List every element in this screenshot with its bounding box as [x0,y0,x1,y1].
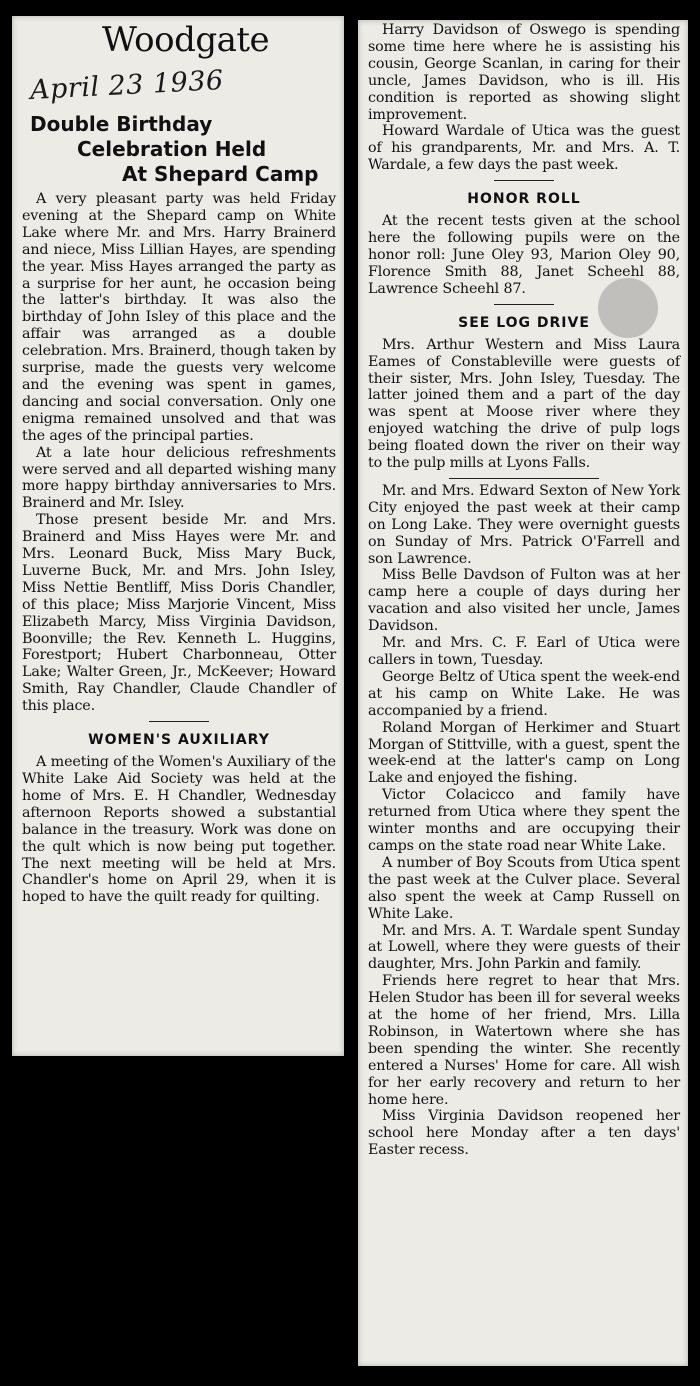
article-paragraph: Mr. and Mrs. C. F. Earl of Utica were callers in town, Tuesday. [368,635,680,668]
left-clipping [12,16,344,1056]
article-paragraph: Mr. and Mrs. Edward Sexton of New York City enjoyed the past week at their camp on Long Lake. They were overnight guests on Sunday of Mrs. Patrick O'Farrell and son Lawrence. [368,482,680,567]
article-paragraph: George Beltz of Utica spent the week-end at his camp on White Lake. He was accompanied by a friend. [368,668,680,719]
section-title-honor-roll: HONOR ROLL [467,191,581,208]
headline-line-2: Celebration Held [77,137,267,161]
article-paragraph: At the recent tests given at the school here the following pupils were on the honor roll: June Oley 93, Marion Oley 90, Florence Smith 88, Janet Scheehl 88, Lawrence Scheehl 87. [368,213,680,297]
article-paragraph: Howard Wardale of Utica was the guest of his grandparents, Mr. and Mrs. A. T. Wardale, a few days the past week. [368,123,680,174]
article-paragraph: Miss Belle Davdson of Fulton was at her camp here a couple of days during her vacation and also visited her uncle, James Davidson. [368,567,680,635]
divider [149,721,209,722]
article-paragraph: A very pleasant party was held Friday evening at the Shepard camp on White Lake where Mr. and Mrs. Harry Brainerd and niece, Miss Lillian Hayes, are spending the year. Miss Hayes arranged the party as a surprise for her aunt, he occasion being the latter's birthday. It was also the birthday of John Isley of this place and the affair was arranged as a double celebration. Mrs. Brainerd, though taken by surprise, made the guests very welcome and the evening was spent in games, dancing and social conversation. Only one enigma remained unsolved and that was the ages of the principal parties. [22,191,336,444]
article-paragraph: Victor Colacicco and family have returned from Utica where they spent the winter months and are occupying their camps on the state road near White Lake. [368,787,680,854]
divider [494,304,554,305]
masthead: Woodgate [102,20,270,60]
article-paragraph: A number of Boy Scouts from Utica spent the past week at the Culver place. Several also spent the week at Camp Russell on White Lake. [368,854,680,922]
article-paragraph: Mr. and Mrs. A. T. Wardale spent Sunday at Lowell, where they were guests of their daughter, Mrs. John Parkin and family. [368,922,680,973]
masthead-area [22,20,336,107]
article-paragraph: Friends here regret to hear that Mrs. Helen Studor has been ill for several weeks at the home of her friend, Mrs. Lilla Robinson, in Watertown where she has been spending the winter. She recently entered a Nurses' Home for care. All wish for her early recovery and return to her home here. [368,973,680,1108]
article-paragraph: Roland Morgan of Herkimer and Stuart Morgan of Stittville, with a guest, spent the week-end at the latter's camp on Long Lake and enjoyed the fishing. [368,719,680,787]
divider [449,478,599,479]
section-title-womens-auxiliary: WOMEN'S AUXILIARY [88,732,270,749]
article-paragraph: Those present beside Mr. and Mrs. Brainerd and Miss Hayes were Mr. and Mrs. Leonard Buck, Miss Mary Buck, Luverne Buck, Mr. and Mrs. John Isley, Miss Nettie Bentliff, Miss Doris Chandler, of this place; Miss Marjorie Vincent, Miss Elizabeth Marcy, Miss Virginia Davidson, Boonville; the Rev. Kenneth L. Huggins, Forestport; Hubert Charbonneau, Otter Lake; Walter Green, Jr., McKeever; Howard Smith, Ray Chandler, Claude Chandler of this place. [22,512,336,715]
headline-line-1: Double Birthday [30,112,213,136]
ink-blot [598,278,658,338]
headline-line-3: At Shepard Camp [122,162,319,186]
handwritten-date: April 23 1936 [29,64,225,107]
divider [494,180,554,181]
article-paragraph: At a late hour delicious refreshments were served and all departed wishing many more happy birthday anniversaries to Mrs. Brainerd and Mr. Isley. [22,444,336,512]
article-paragraph: Harry Davidson of Oswego is spending some time here where he is assisting his cousin, George Scanlan, in caring for their uncle, James Davidson, who is ill. His condition is reported as showing slight improvement. [368,22,680,123]
article-paragraph: A meeting of the Women's Auxiliary of the White Lake Aid Society was held at the home of Mrs. E. H Chandler, Wednesday afternoon Reports showed a substantial balance in the treasury. Work was done on the qult which is now being put together. The next meeting will be held at Mrs. Chandler's home on April 29, when it is hoped to have the quilt ready for quilting. [22,754,336,906]
section-title-see-log-drive: SEE LOG DRIVE [458,314,590,331]
article-paragraph: Miss Virginia Davidson reopened her school here Monday after a ten days' Easter recess. [368,1108,680,1159]
right-clipping [358,20,688,1366]
article-paragraph: Mrs. Arthur Western and Miss Laura Eames of Constableville were guests of their sister, Mrs. John Isley, Tuesday. The latter joined them and a part of the day was spent at Moose river where they enjoyed watching the drive of pulp logs being floated down the river on their way to the pulp mills at Lyons Falls. [368,336,680,472]
